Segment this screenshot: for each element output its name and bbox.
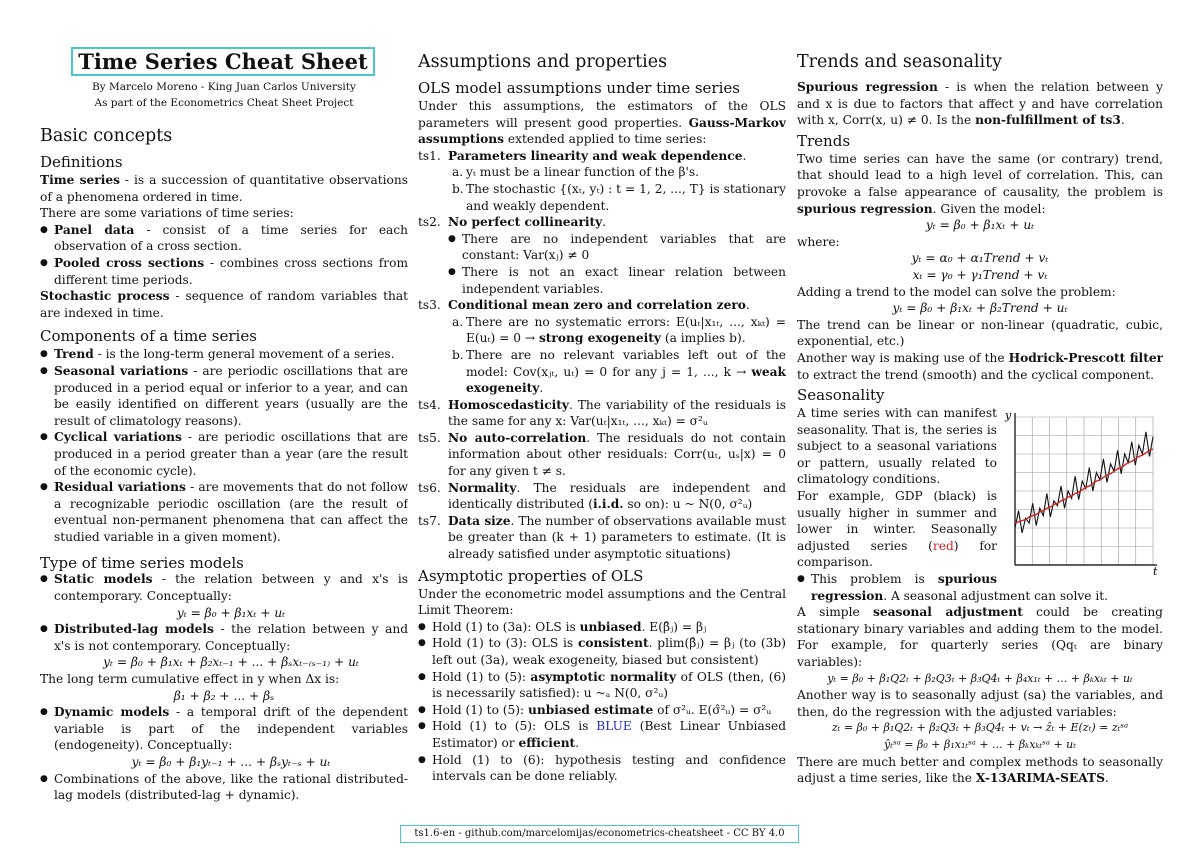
ols-intro: Under this assumptions, the estimators of the OLS parameters will present good properties. Gauss-Markov assumptions extended applied to time series: — [418, 99, 786, 147]
assumption-ts1: ts1. Parameters linearity and weak dependence. — [418, 148, 747, 163]
trend-equation-4: yₜ = β₀ + β₁xₜ + β₂Trend + uₜ — [892, 301, 1068, 316]
ts2-item-2: ● There is not an exact linear relation between independent variables. — [448, 264, 786, 297]
models-heading: Type of time series models — [40, 554, 244, 573]
asymptotic-intro: Under the econometric model assumptions and the Central Limit Theorem: — [418, 586, 786, 618]
assumption-ts3: ts3. Conditional mean zero and correlation zero. — [418, 298, 750, 313]
def-time-series: Time series - is a succession of quantitative observations of a phenomena ordered in time. — [40, 173, 408, 204]
asym-unbiased-estimate: ● Hold (1) to (5): unbiased estimate of σ²ᵤ. E(σ̂²ᵤ) = σ²ᵤ — [418, 702, 786, 719]
def-pooled: ● Pooled cross sections - combines cross sections from different time periods. — [40, 255, 408, 288]
trend-equation-1: yₜ = β₀ + β₁xₜ + uₜ — [925, 218, 1035, 233]
x13-text: There are much better and complex methods to seasonally adjust a time series, like the X-13ARIMA-SEATS. — [797, 754, 1163, 786]
components-heading: Components of a time series — [40, 327, 257, 346]
chart-x-label: t — [1153, 565, 1158, 578]
seasonal-problem: ● This problem is spurious regression. A seasonal adjustment can solve it. — [797, 571, 1163, 604]
distlag-equation: yₜ = β₀ + β₁xₜ + β₂xₜ₋₁ + ... + βₛxₜ₋₍ₛ₋₁₎ + uₜ — [103, 655, 359, 670]
asymptotic-heading: Asymptotic properties of OLS — [418, 566, 644, 585]
seasonality-heading: Seasonality — [797, 386, 885, 405]
trend-linear-text: The trend can be linear or non-linear (quadratic, cubic, exponential, etc.) — [797, 317, 1163, 349]
column-basic-concepts — [40, 44, 408, 824]
ts1-a: a. yₜ must be a linear function of the β's. — [452, 165, 700, 180]
trend-equation-2: yₜ = α₀ + α₁Trend + vₜ — [911, 251, 1049, 266]
asym-normality: ● Hold (1) to (5): asymptotic normality of OLS (then, (6) is necessarily satisfied): u ~ₐ N(0, σ²ᵤ) — [418, 669, 786, 702]
trends-heading: Trends — [797, 131, 851, 150]
ts2-item-1: ● There are no independent variables that are constant: Var(xⱼ) ≠ 0 — [448, 231, 786, 264]
chart-y-label: y — [1005, 409, 1012, 423]
trend-equation-3: xₜ = γ₀ + γ₁Trend + vₜ — [912, 267, 1048, 282]
adding-trend-text: Adding a trend to the model can solve the problem: — [797, 284, 1116, 299]
ts1-b: b. The stochastic {(xₜ, yₜ) : t = 1, 2, ..., T} is stationary and weakly dependent. — [452, 181, 786, 213]
footer-license[interactable]: ts1.6-en - github.com/marcelomijas/econometrics-cheatsheet - CC BY 4.0 — [400, 825, 799, 843]
assumptions-heading: Assumptions and properties — [418, 52, 668, 72]
assumption-ts2: ts2. No perfect collinearity. — [418, 215, 607, 230]
ts3-b: b. There are no relevant variables left out of the model: Cov(xⱼₜ, uₜ) = 0 for any j = 1, ..., k → weak exogeneity. — [452, 347, 786, 396]
gdp-example: For example, GDP (black) is usually higher in summer and lower in winter. Seasonally adjusted series (red) for comparison. — [797, 489, 997, 570]
basic-concepts-heading: Basic concepts — [40, 126, 173, 146]
asym-unbiased: ● Hold (1) to (3a): OLS is unbiased. E(β̂ⱼ) = βⱼ — [418, 619, 786, 636]
definitions-heading: Definitions — [40, 153, 123, 171]
model-dynamic: ● Dynamic models - a temporal drift of the dependent variable is part of the independent variables (endogeneity). Conceptually: yₜ = β₀ + β₁yₜ₋₁ + ... + βₛyₜ₋ₛ + uₜ — [40, 704, 408, 770]
model-static: ● Static models - the relation between y and x's is contemporary. Conceptually: yₜ = β₀ + β₁xₜ + uₜ — [40, 571, 408, 621]
asym-blue: ● Hold (1) to (5): OLS is BLUE (Best Linear Unbiased Estimator) or efficient. — [418, 718, 786, 751]
spurious-regression-def: Spurious regression - is when the relation between y and x is due to factors that affect y and have correlation with x, Corr(x, u) ≠ 0. Is the non-fulfillment of ts3. — [797, 80, 1163, 128]
def-stochastic: Stochastic process - sequence of random variables that are indexed in time. — [40, 289, 408, 320]
asym-hypothesis: ● Hold (1) to (6): hypothesis testing and confidence intervals can be done reliably. — [418, 752, 786, 785]
model-distributed-lag: ● Distributed-lag models - the relation between y and x's is not contemporary. Conceptually: yₜ = β₀ + β₁xₜ + β₂xₜ₋₁ + ... + βₛxₜ₋₍ₛ₋₁₎ + uₜ — [40, 621, 408, 671]
trends-seasonality-heading: Trends and seasonality — [797, 52, 1002, 72]
model-combinations: ● Combinations of the above, like the rational distributed-lag models (distributed-lag + dynamic). — [40, 771, 408, 804]
blue-link[interactable]: BLUE — [596, 719, 632, 734]
seasonality-text: A time series with can manifest seasonality. That is, the series is subject to a seasonal variations or pattern, usually related to climatology conditions. — [797, 406, 997, 487]
asym-consistent: ● Hold (1) to (3): OLS is consistent. plim(β̂ⱼ) = βⱼ (to (3b) left out (3a), weak exogeneity, biased but consistent) — [418, 635, 786, 668]
where-label: where: — [797, 234, 840, 249]
trends-text: Two time series can have the same (or contrary) trend, that should lead to a high level of correlation. This, can provoke a false appearance of causality, the problem is spurious regression. Given the model: — [797, 151, 1163, 216]
assumption-ts7: ts7. Data size. The number of observations available must be greater than (k + 1) parameters to estimate. (It is already satisfied under asymptotic situations) — [418, 513, 786, 562]
seasonal-adjust-text: Another way is to seasonally adjust (sa) the variables, and then, do the regression with the adjusted variables: — [797, 688, 1163, 719]
seasonal-equation-3: ŷₜˢᵃ = β₀ + β₁x₁ₜˢᵃ + ... + βₖxₖₜˢᵃ + uₜ — [884, 737, 1076, 751]
ts3-a: a. There are no systematic errors: E(uₜ|x₁ₜ, ..., xₖₜ) = E(uₜ) = 0 → strong exogeneity (a implies b). — [452, 314, 786, 346]
comp-trend: ● Trend - is the long-term general movement of a series. — [40, 346, 408, 363]
seasonal-equation-2: zₜ = β₀ + β₁Q2ₜ + β₂Q3ₜ + β₃Q4ₜ + vₜ → ẑₜ + E(zₜ) = zₜˢᵃ — [831, 721, 1129, 735]
comp-residual: ● Residual variations - are movements that do not follow a recognizable periodic oscillation (are the result of eventual non-permanent phenomena that can affect the studied variable in a given moment). — [40, 479, 408, 545]
hodrick-prescott-text: Another way is making use of the Hodrick-Prescott filter to extract the trend (smooth) and the cyclical component. — [797, 350, 1163, 382]
comp-cyclical: ● Cyclical variations - are periodic oscillations that are produced in a period greater than a year (are the result of the economic cycle). — [40, 429, 408, 479]
comp-seasonal: ● Seasonal variations - are periodic oscillations that are produced in a period equal or inferior to a year, and can be easily identified on different years (usually are the result of climatology reasons). — [40, 363, 408, 429]
assumption-ts6: ts6. Normality. The residuals are independent and identically distributed (i.i.d. so on): u ~ N(0, σ²ᵤ) — [418, 480, 786, 512]
assumption-ts4: ts4. Homoscedasticity. The variability of the residuals is the same for any x: Var(uₜ|x₁ₜ, ..., xₖₜ) = σ²ᵤ — [418, 397, 786, 429]
column-trends — [797, 44, 1163, 824]
seasonal-adjustment-text: A simple seasonal adjustment could be creating stationary binary variables and adding them to the model. For example, for quarterly series (Qqₜ are binary variables): — [797, 605, 1163, 669]
project-line: As part of the Econometrics Cheat Sheet Project — [94, 97, 354, 109]
page-title: Time Series Cheat Sheet — [71, 47, 375, 76]
seasonal-equation-1: yₜ = β₀ + β₁Q2ₜ + β₂Q3ₜ + β₃Q4ₜ + β₄x₁ₜ + ... + βₖxₖₜ + uₜ — [827, 671, 1133, 685]
author-line: By Marcelo Moreno - King Juan Carlos University — [92, 81, 356, 93]
ols-assumptions-heading: OLS model assumptions under time series — [418, 79, 740, 97]
column-assumptions — [418, 44, 786, 824]
assumption-ts5: ts5. No auto-correlation. The residuals do not contain information about other residuals: Corr(uₜ, uₛ|x) = 0 for any given t ≠ s. — [418, 430, 786, 479]
seasonality-chart — [1003, 407, 1163, 577]
def-panel-data: ● Panel data - consist of a time series for each observation of a cross section. — [40, 222, 408, 255]
longterm-text: The long term cumulative effect in y when Δx is: — [40, 672, 340, 687]
variations-intro: There are some variations of time series: — [40, 206, 294, 221]
dynamic-equation: yₜ = β₀ + β₁yₜ₋₁ + ... + βₛyₜ₋ₛ + uₜ — [131, 755, 331, 769]
static-equation: yₜ = β₀ + β₁xₜ + uₜ — [176, 605, 286, 620]
longterm-equation: β₁ + β₂ + ... + βₛ — [173, 688, 275, 703]
